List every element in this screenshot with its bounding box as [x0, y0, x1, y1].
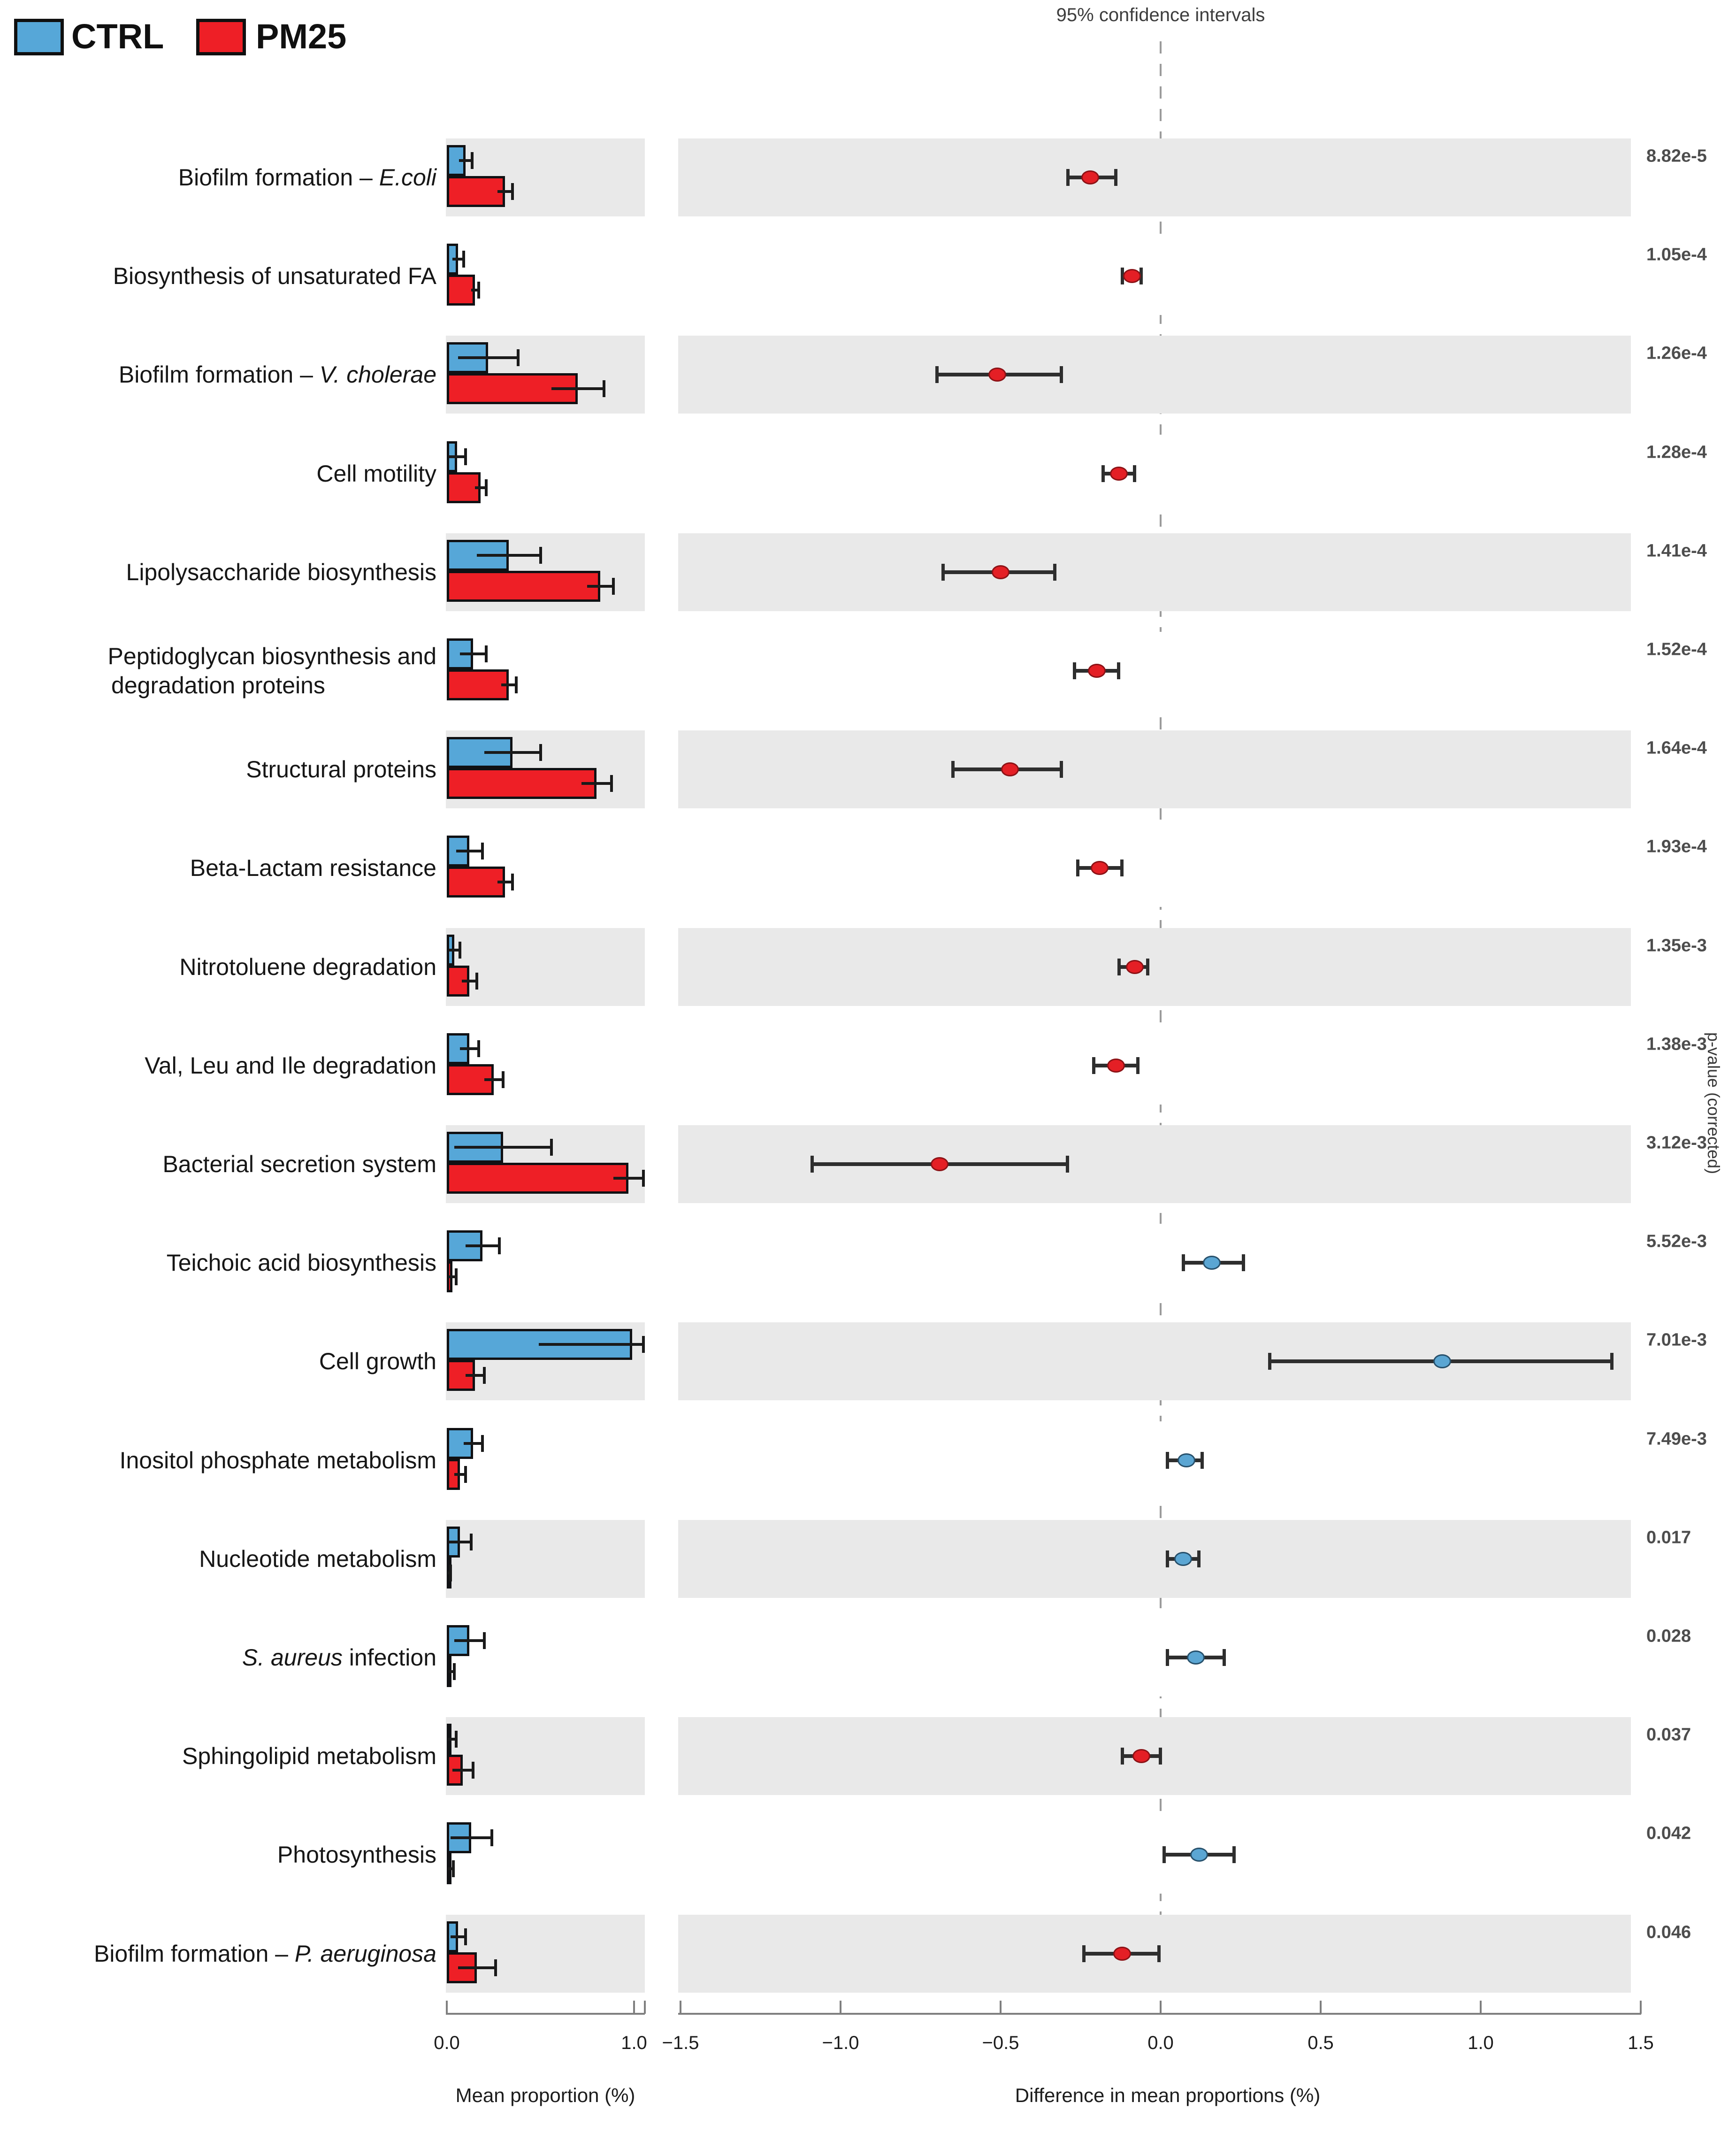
whisker-cap-ctrl — [498, 1237, 501, 1254]
diff-dot-ctrl — [1187, 1650, 1205, 1665]
diff-ci-cap-right — [1146, 959, 1149, 975]
label-text: Nitrotoluene degradation — [179, 953, 436, 980]
label-text: Sphingolipid metabolism — [182, 1743, 436, 1770]
difference-tick — [1160, 2001, 1162, 2014]
diff-ci-cap-left — [1076, 859, 1079, 876]
bar-pm25 — [447, 867, 505, 898]
difference-tick — [1640, 2001, 1642, 2014]
whisker-cap-pm25 — [452, 1860, 455, 1877]
whisker-cap-pm25 — [515, 676, 518, 693]
whisker-ctrl — [460, 652, 486, 655]
whisker-cap-ctrl — [483, 1632, 486, 1649]
whisker-ctrl — [456, 850, 482, 852]
whisker-cap-pm25 — [494, 1959, 497, 1976]
diff-ci-cap-right — [1114, 169, 1117, 186]
whisker-cap-ctrl — [459, 942, 461, 959]
diff-ci-cap-right — [1610, 1353, 1614, 1370]
label-text: Bacterial secretion system — [162, 1151, 436, 1177]
label-text: Photosynthesis — [277, 1842, 436, 1868]
diff-ci-cap-left — [1166, 1550, 1169, 1567]
row-label — [0, 1347, 436, 1376]
row-label — [0, 1150, 436, 1179]
label-text: Biosynthesis of unsaturated FA — [113, 263, 436, 290]
label-text: Biofilm formation – — [93, 1940, 295, 1967]
whisker-cap-pm25 — [483, 1367, 486, 1384]
p-value: 3.12e-3 — [1646, 1133, 1707, 1153]
diff-ci-cap-left — [1162, 1846, 1166, 1863]
diff-ci-cap-left — [1101, 465, 1105, 482]
diff-dot-pm25 — [1123, 269, 1141, 283]
p-value: 1.28e-4 — [1646, 442, 1707, 462]
row-stripe-right — [678, 829, 1631, 907]
diff-ci-cap-right — [1223, 1649, 1226, 1666]
diff-ci-cap-right — [1060, 761, 1063, 778]
whisker-ctrl — [459, 159, 472, 162]
row-label — [0, 1643, 436, 1672]
row-stripe-right — [678, 533, 1631, 611]
p-value: 1.64e-4 — [1646, 738, 1707, 758]
whisker-pm25 — [452, 1769, 473, 1772]
whisker-cap-pm25 — [642, 1170, 645, 1187]
row-stripe-left — [446, 237, 645, 315]
whisker-ctrl — [460, 1047, 479, 1050]
diff-ci-cap-right — [1133, 465, 1136, 482]
p-value: 0.028 — [1646, 1626, 1691, 1646]
mean-proportion-tick-label: 0.0 — [434, 2033, 460, 2053]
diff-ci-cap-left — [1182, 1254, 1185, 1271]
mean-proportion-tick — [633, 2001, 635, 2014]
p-value: 8.82e-5 — [1646, 146, 1707, 166]
whisker-ctrl — [454, 1146, 551, 1149]
mean-proportion-end-tick — [644, 2001, 646, 2014]
diff-dot-pm25 — [1107, 1059, 1125, 1073]
p-value: 1.35e-3 — [1646, 936, 1707, 956]
diff-ci-cap-right — [1066, 1156, 1069, 1173]
mean-proportion-tick — [446, 2001, 448, 2014]
row-label — [0, 459, 436, 488]
difference-tick — [1320, 2001, 1322, 2014]
row-stripe-left — [446, 1816, 645, 1894]
label-text: degradation proteins — [111, 672, 325, 698]
label-text: Val, Leu and Ile degradation — [145, 1052, 436, 1079]
whisker-cap-ctrl — [464, 448, 467, 465]
diff-ci-cap-right — [1159, 1748, 1162, 1765]
whisker-cap-pm25 — [464, 1466, 467, 1483]
legend — [0, 0, 422, 75]
row-label — [0, 163, 436, 192]
row-stripe-left — [446, 1520, 645, 1598]
whisker-ctrl — [451, 1935, 466, 1938]
p-value: 0.017 — [1646, 1527, 1691, 1548]
whisker-cap-ctrl — [517, 349, 520, 366]
diff-dot-pm25 — [1110, 467, 1128, 481]
whisker-cap-ctrl — [490, 1829, 493, 1846]
row-stripe-right — [678, 138, 1631, 216]
row-label — [0, 1446, 436, 1475]
whisker-pm25 — [458, 1966, 496, 1969]
whisker-cap-ctrl — [485, 645, 488, 662]
row-label — [0, 360, 436, 389]
whisker-cap-ctrl — [550, 1139, 553, 1156]
diff-ci-cap-left — [1082, 1945, 1086, 1962]
p-value: 0.042 — [1646, 1823, 1691, 1843]
diff-dot-pm25 — [1081, 170, 1099, 184]
diff-ci-cap-left — [1117, 959, 1121, 975]
p-value: 5.52e-3 — [1646, 1231, 1707, 1251]
whisker-cap-pm25 — [603, 380, 605, 397]
p-value: 1.05e-4 — [1646, 245, 1707, 265]
whisker-ctrl — [454, 1639, 484, 1642]
taxon-name: E.coli — [379, 164, 436, 191]
label-text: Teichoic acid biosynthesis — [166, 1250, 436, 1276]
whisker-ctrl — [477, 554, 541, 557]
whisker-pm25 — [466, 1374, 484, 1377]
difference-tick-label: 1.5 — [1628, 2033, 1654, 2053]
mean-proportion-axis — [446, 2013, 645, 2015]
row-label — [0, 261, 436, 291]
taxon-name: S. aureus — [242, 1644, 343, 1671]
diff-ci-cap-left — [1066, 169, 1070, 186]
difference-tick — [1480, 2001, 1482, 2014]
whisker-pm25 — [462, 980, 477, 982]
mean-proportion-tick-label: 1.0 — [621, 2033, 647, 2053]
difference-axis-label: Difference in mean proportions (%) — [1015, 2084, 1321, 2106]
difference-tick-label: −0.5 — [982, 2033, 1019, 2053]
row-label — [0, 642, 436, 700]
difference-tick — [1000, 2001, 1002, 2014]
bar-pm25 — [447, 669, 509, 700]
label-text: Structural proteins — [246, 756, 436, 783]
taxon-name: V. cholerae — [319, 361, 436, 388]
label-text: Beta-Lactam resistance — [190, 855, 436, 882]
diff-ci-cap-left — [1166, 1649, 1169, 1666]
diff-ci-cap-right — [1117, 662, 1120, 679]
whisker-ctrl — [449, 455, 466, 458]
row-label — [0, 1939, 436, 1968]
row-stripe-right — [678, 1520, 1631, 1598]
diff-ci-cap-left — [1268, 1353, 1271, 1370]
difference-tick — [680, 2001, 681, 2014]
row-label — [0, 952, 436, 982]
row-label — [0, 853, 436, 882]
difference-tick — [840, 2001, 841, 2014]
row-stripe-right — [678, 1224, 1631, 1302]
whisker-cap-ctrl — [470, 1534, 473, 1550]
whisker-cap-pm25 — [612, 578, 615, 595]
taxon-name: P. aeruginosa — [294, 1940, 436, 1967]
bar-pm25 — [447, 768, 597, 799]
diff-ci-cap-right — [1120, 859, 1124, 876]
whisker-cap-ctrl — [464, 1928, 467, 1945]
row-stripe-right — [678, 1619, 1631, 1696]
diff-ci-cap-left — [935, 366, 939, 383]
label-text: Biofilm formation – — [178, 164, 379, 191]
p-value: 0.046 — [1646, 1922, 1691, 1942]
whisker-ctrl — [458, 356, 518, 359]
whisker-ctrl — [484, 751, 541, 754]
whisker-cap-pm25 — [477, 282, 480, 299]
diff-ci-cap-left — [1121, 1748, 1124, 1765]
whisker-cap-pm25 — [511, 183, 514, 200]
diff-ci-cap-right — [1157, 1945, 1161, 1962]
whisker-ctrl — [451, 1836, 492, 1839]
diff-ci-cap-left — [1092, 1057, 1095, 1074]
whisker-ctrl — [466, 1244, 499, 1247]
p-value: 7.49e-3 — [1646, 1429, 1707, 1449]
whisker-pm25 — [581, 782, 612, 785]
whisker-cap-ctrl — [477, 1040, 480, 1057]
row-label — [0, 1248, 436, 1277]
label-text: infection — [342, 1644, 436, 1671]
bar-pm25 — [447, 275, 475, 306]
legend-swatch-pm25 — [196, 19, 246, 55]
row-label — [0, 558, 436, 587]
diff-dot-pm25 — [1113, 1947, 1131, 1961]
row-stripe-left — [446, 928, 645, 1006]
row-stripe-right — [678, 1027, 1631, 1105]
label-text: Inositol phosphate metabolism — [119, 1447, 436, 1473]
diff-dot-pm25 — [992, 565, 1009, 579]
diff-ci-cap-right — [1242, 1254, 1245, 1271]
whisker-pm25 — [587, 585, 613, 588]
diff-ci-cap-right — [1197, 1550, 1201, 1567]
p-value: 1.41e-4 — [1646, 541, 1707, 561]
row-label — [0, 1742, 436, 1771]
whisker-pm25 — [613, 1177, 643, 1180]
whisker-cap-pm25 — [475, 973, 478, 990]
row-label — [0, 1840, 436, 1869]
label-text: Cell growth — [319, 1348, 436, 1375]
whisker-cap-pm25 — [511, 874, 514, 890]
label-text: Cell motility — [316, 460, 436, 487]
diff-ci-cap-left — [811, 1156, 814, 1173]
bar-pm25 — [447, 176, 505, 207]
whisker-cap-ctrl — [462, 251, 465, 268]
whisker-cap-ctrl — [539, 744, 542, 761]
bar-pm25 — [447, 1163, 628, 1194]
row-stripe-right — [678, 632, 1631, 710]
whisker-cap-ctrl — [481, 1435, 484, 1452]
diff-dot-ctrl — [1174, 1552, 1192, 1566]
label-text: Peptidoglycan biosynthesis and — [107, 643, 436, 669]
whisker-cap-pm25 — [502, 1071, 505, 1088]
whisker-cap-pm25 — [485, 479, 488, 496]
whisker-cap-pm25 — [453, 1663, 456, 1680]
row-stripe-right — [678, 1816, 1631, 1894]
label-text: Lipolysaccharide biosynthesis — [126, 559, 436, 585]
whisker-cap-ctrl — [455, 1731, 458, 1748]
diff-ci-cap-right — [1060, 366, 1063, 383]
whisker-pm25 — [551, 387, 604, 390]
row-stripe-left — [446, 1421, 645, 1499]
row-stripe-right — [678, 237, 1631, 315]
bar-pm25 — [447, 571, 600, 602]
whisker-cap-pm25 — [610, 775, 613, 792]
p-value: 1.26e-4 — [1646, 343, 1707, 363]
pvalue-axis-label: p-value (corrected) — [1704, 1032, 1723, 1174]
difference-tick-label: 1.0 — [1468, 2033, 1494, 2053]
row-label — [0, 1544, 436, 1573]
legend-label-ctrl: CTRL — [71, 17, 164, 56]
legend-swatch-ctrl — [14, 19, 64, 55]
difference-tick-label: −1.5 — [662, 2033, 699, 2053]
whisker-cap-ctrl — [481, 843, 484, 859]
whisker-cap-ctrl — [471, 152, 474, 169]
whisker-ctrl — [464, 1442, 482, 1445]
diff-ci-cap-left — [941, 564, 945, 581]
difference-tick-label: 0.5 — [1308, 2033, 1334, 2053]
diff-ci-cap-right — [1232, 1846, 1236, 1863]
p-value: 1.38e-3 — [1646, 1034, 1707, 1054]
label-text: Biofilm formation – — [118, 361, 320, 388]
chart-title: 95% confidence intervals — [1056, 5, 1265, 25]
diff-dot-pm25 — [1088, 664, 1106, 678]
whisker-pm25 — [497, 881, 512, 883]
whisker-cap-pm25 — [455, 1268, 458, 1285]
mean-proportion-axis-label: Mean proportion (%) — [455, 2084, 635, 2106]
diff-ci-cap-left — [1073, 662, 1076, 679]
row-stripe-left — [446, 1619, 645, 1696]
whisker-cap-pm25 — [449, 1565, 452, 1581]
whisker-cap-ctrl — [539, 547, 542, 564]
whisker-ctrl — [539, 1343, 643, 1346]
row-stripe-right — [678, 928, 1631, 1006]
whisker-cap-ctrl — [642, 1336, 645, 1353]
p-value: 1.93e-4 — [1646, 836, 1707, 857]
whisker-pm25 — [484, 1078, 503, 1081]
diff-ci-cap-left — [1166, 1452, 1169, 1469]
diff-ci-cap-right — [1136, 1057, 1139, 1074]
difference-tick-label: −1.0 — [822, 2033, 859, 2053]
row-label — [0, 755, 436, 784]
row-stripe-right — [678, 336, 1631, 414]
legend-label-pm25: PM25 — [256, 17, 347, 56]
difference-tick-label: 0.0 — [1147, 2033, 1174, 2053]
row-label — [0, 1051, 436, 1080]
whisker-cap-pm25 — [472, 1762, 474, 1779]
row-stripe-right — [678, 730, 1631, 808]
row-stripe-left — [446, 1717, 645, 1795]
p-value: 0.037 — [1646, 1725, 1691, 1745]
whisker-pm25 — [501, 683, 516, 686]
p-value: 7.01e-3 — [1646, 1330, 1707, 1350]
label-text: Nucleotide metabolism — [199, 1545, 436, 1572]
diff-ci-cap-right — [1201, 1452, 1204, 1469]
whisker-ctrl — [449, 1541, 471, 1543]
row-stripe-right — [678, 435, 1631, 513]
diff-ci-cap-left — [951, 761, 955, 778]
diff-ci-cap-right — [1053, 564, 1056, 581]
row-stripe-right — [678, 1421, 1631, 1499]
whisker-pm25 — [497, 190, 512, 193]
diff-dot-pm25 — [1126, 960, 1144, 974]
diff-dot-ctrl — [1178, 1453, 1195, 1467]
p-value: 1.52e-4 — [1646, 639, 1707, 660]
